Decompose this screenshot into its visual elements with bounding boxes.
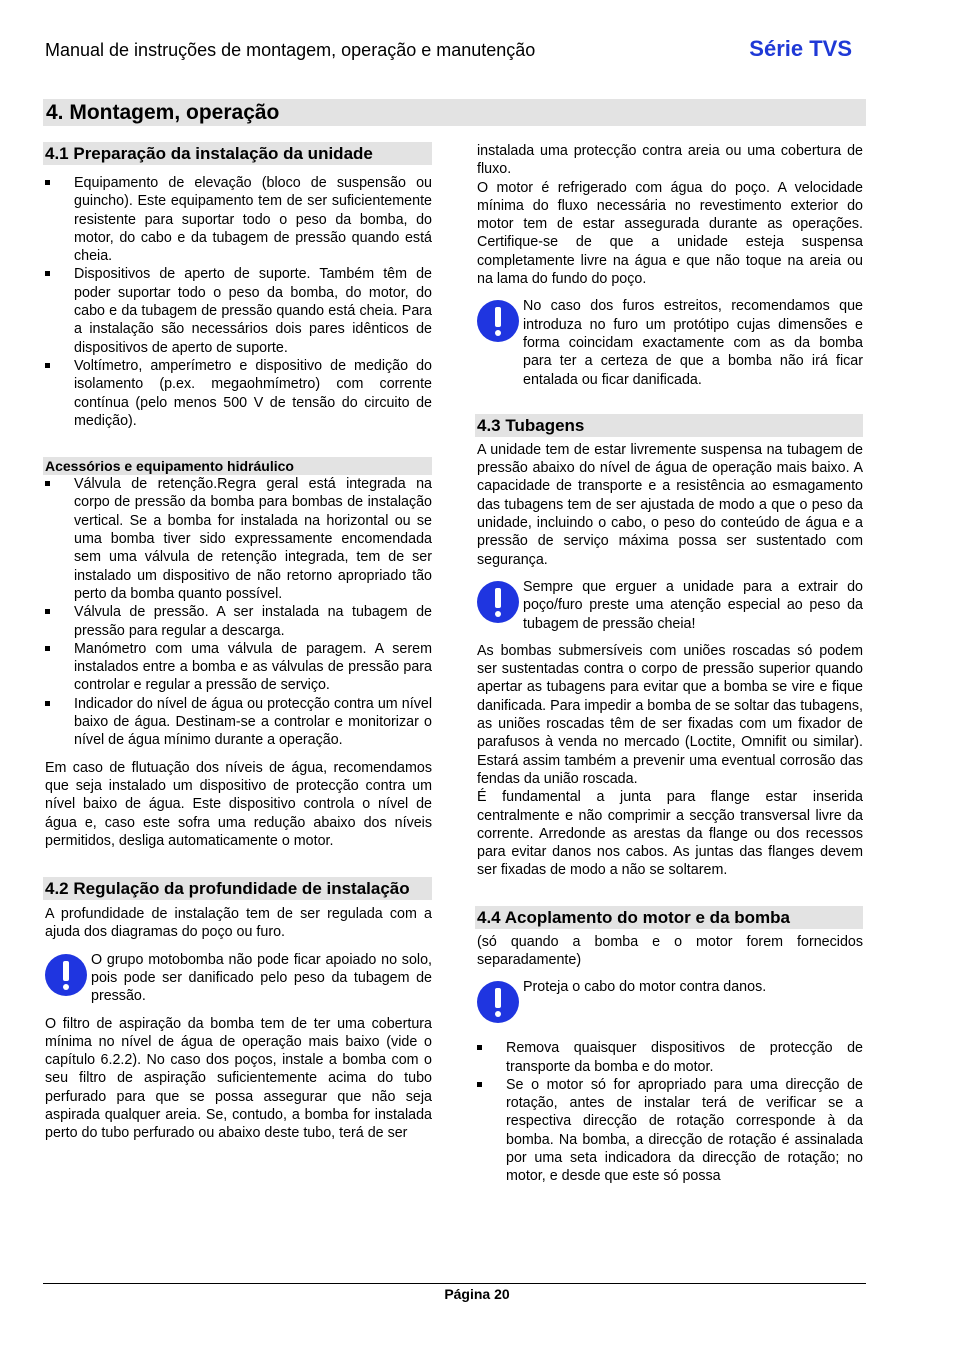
depth-paragraph: A profundidade de instalação tem de ser regulada com a ajuda dos diagramas do poço ou furo. (45, 906, 432, 941)
section-4-4-title: 4.4 Acoplamento do motor e da bomba (475, 906, 863, 929)
equipment-list (45, 174, 432, 430)
right-column (477, 142, 863, 1186)
bullet-icon (45, 609, 50, 614)
exclamation-icon (45, 954, 87, 996)
footer-divider (43, 1283, 866, 1284)
chapter-title-bar (43, 99, 866, 126)
list-item-text: Equipamento de elevação (bloco de suspensão ou guincho). Este equipamento tem de ser suficientemente resistente para suportar todo o peso da bomba, do motor, do cabo e da tubagem de pressão quando está cheia. (74, 175, 432, 265)
bullet-icon (45, 271, 50, 276)
list-item-text: Indicador do nível de água ou protecção contra um nível baixo de água. Destinam-se a controlar e monitorizar o nível de água mínimo durante a operação. (74, 695, 432, 749)
section-4-1-title: 4.1 Preparação da instalação da unidade (43, 142, 432, 165)
warning-note-text: Sempre que erguer a unidade para a extrair do poço/furo preste uma atenção especial ao peso da tubagem de pressão cheia! (523, 578, 863, 632)
exclamation-icon (477, 981, 519, 1023)
list-item-text: Se o motor só for apropriado para uma direcção de rotação, antes de instalar terá de verificar se a respectiva direcção de rotação corresponde à da bomba. Na bomba, a direcção de rotação é assinalada por uma seta indicadora da direcção de rotação; no motor, e desde que este só possa (506, 1076, 863, 1185)
list-item (45, 640, 432, 695)
warning-note (45, 951, 432, 1006)
bullet-icon (477, 1045, 482, 1050)
list-item (477, 1076, 863, 1186)
coupling-list (477, 1039, 863, 1185)
motor-cooling-paragraph: O motor é refrigerado com água do poço. A velocidade mínima do fluxo necessária no revestimento exterior do motor tem de estar assegurada durante as operações. Certifique-se de que a unidade esteja suspensa completamente livre na água e que não toque na areia ou na lama do fundo do poço. (477, 179, 863, 288)
list-item (45, 603, 432, 640)
section-4-3-title: 4.3 Tubagens (475, 414, 863, 437)
accessories-title: Acessórios e equipamento hidráulico (43, 457, 432, 475)
pipes-paragraph: A unidade tem de estar livremente suspensa na tubagem de pressão abaixo do nível de água de operação mais baixo. A capacidade de transporte e a resistência ao esmagamento das tubagens tem de ser ajustada de modo a que o peso da unidade, incluindo o cabo, o peso do conteúdo de água e a pressão de serviço máxima possa ser sustentado com segurança. (477, 441, 863, 568)
threaded-unions-paragraph: As bombas submersíveis com uniões roscadas só podem ser sustentadas contra o corpo de pressão superior quando apertar as tubagens para evitar que a bomba se vire e fique danificada. Para impedir a bomba de se soltar das tubagens, as uniões roscadas têm de ser fixadas com um fixador de parafusos à venda no mercado (Loctite, Omnifit ou similar). Estará assim também a prevenir uma eventual corrosão das fendas da união roscada. (477, 642, 863, 787)
accessories-list (45, 475, 432, 749)
page-number: Página 20 (444, 1286, 510, 1302)
exclamation-icon (477, 300, 519, 342)
manual-title: Manual de instruções de montagem, operação e manutenção (45, 40, 536, 60)
bullet-icon (45, 180, 50, 185)
list-item-text: Válvula de retenção.Regra geral está integrada na corpo de pressão da bomba para bombas de instalação vertical. Se a bomba for instalada na horizontal ou se uma bomba tiver sido expressamente encomendada sem uma válvula de retenção integrada, tem de ser instalado um dispositivo de não retorno apropriado tão perto da bomba quanto possível. (74, 476, 432, 602)
warning-note-text: O grupo motobomba não pode ficar apoiado no solo, pois pode ser danificado pelo peso da tubagem de pressão. (91, 951, 432, 1005)
list-item-text: Válvula de pressão. A ser instalada na tubagem de pressão para regular a descarga. (74, 604, 432, 639)
bullet-icon (45, 646, 50, 651)
bullet-icon (45, 481, 50, 486)
series-title: Série TVS (749, 36, 852, 61)
list-item (45, 357, 432, 430)
warning-note (477, 297, 863, 388)
list-item-text: Dispositivos de aperto de suporte. Também têm de poder suportar todo o peso da bomba, do motor, do cabo e da tubagem de pressão quando está cheia. Para a instalação são necessários dois pares idênticos de dispositivos de aperto de suporte. (74, 266, 432, 356)
list-item (45, 475, 432, 603)
section-4-2-title: 4.2 Regulação da profundidade de instalação (43, 877, 432, 900)
warning-note (477, 978, 863, 1023)
bullet-icon (477, 1082, 482, 1087)
list-item-text: Manómetro com uma válvula de paragem. A serem instalados entre a bomba e as válvulas de pressão para controlar e regular a pressão de serviço. (74, 640, 432, 694)
left-column (45, 142, 432, 1143)
list-item-text: Remova quaisquer dispositivos de protecção de transporte da bomba e do motor. (506, 1040, 863, 1075)
warning-note (477, 578, 863, 633)
continuation-paragraph: instalada uma protecção contra areia ou uma cobertura de fluxo. (477, 143, 863, 178)
flange-paragraph: É fundamental a junta para flange estar inserida centralmente e não comprimir a secção transversal livre da corrente. Arredonde as arestas da flange ou dos recessos para evitar danos nos cabos. As juntas das flanges devem ser fixadas de modo a não se soltarem. (477, 789, 863, 879)
chapter-title: 4. Montagem, operação (46, 101, 280, 124)
bullet-icon (45, 701, 50, 706)
warning-note-text: Proteja o cabo do motor contra danos. (523, 979, 767, 996)
list-item (45, 174, 432, 265)
warning-note-text: No caso dos furos estreitos, recomendamos que introduza no furo um protótipo cujas dimensões e forma coincidam exactamente com as da bomba para ter a certeza de que a bomba não irá ficar entalada ou ficar danificada. (523, 298, 863, 388)
exclamation-icon (477, 581, 519, 623)
filter-paragraph: O filtro de aspiração da bomba tem de ter uma cobertura mínima no nível de água de operação mais baixo (vide o capítulo 6.2.2). No caso dos poços, instale a bomba com o seu filtro de aspiração suficientemente acima do tubo perfurado para que se possa assegurar que não seja aspirada qualquer areia. Se, contudo, a bomba for instalada perto do tubo perfurado ou abaixo deste tubo, terá de ser (45, 1015, 432, 1142)
bullet-icon (45, 363, 50, 368)
list-item (45, 695, 432, 750)
list-item-text: Voltímetro, amperímetro e dispositivo de medição do isolamento (p.ex. megaohmímetro) com corrente contínua (pelo menos 500 V de tensão do circuito de medição). (74, 357, 432, 429)
list-item (45, 265, 432, 356)
list-item (477, 1039, 863, 1076)
coupling-paragraph: (só quando a bomba e o motor forem fornecidos separadamente) (477, 933, 863, 968)
water-level-paragraph: Em caso de flutuação dos níveis de água, recomendamos que seja instalado um dispositivo de protecção contra um nível baixo de água. Este dispositivo controla o nível de água e, caso este sofra uma redução abaixo dos níveis permitidos, desliga automaticamente o motor. (45, 759, 432, 849)
